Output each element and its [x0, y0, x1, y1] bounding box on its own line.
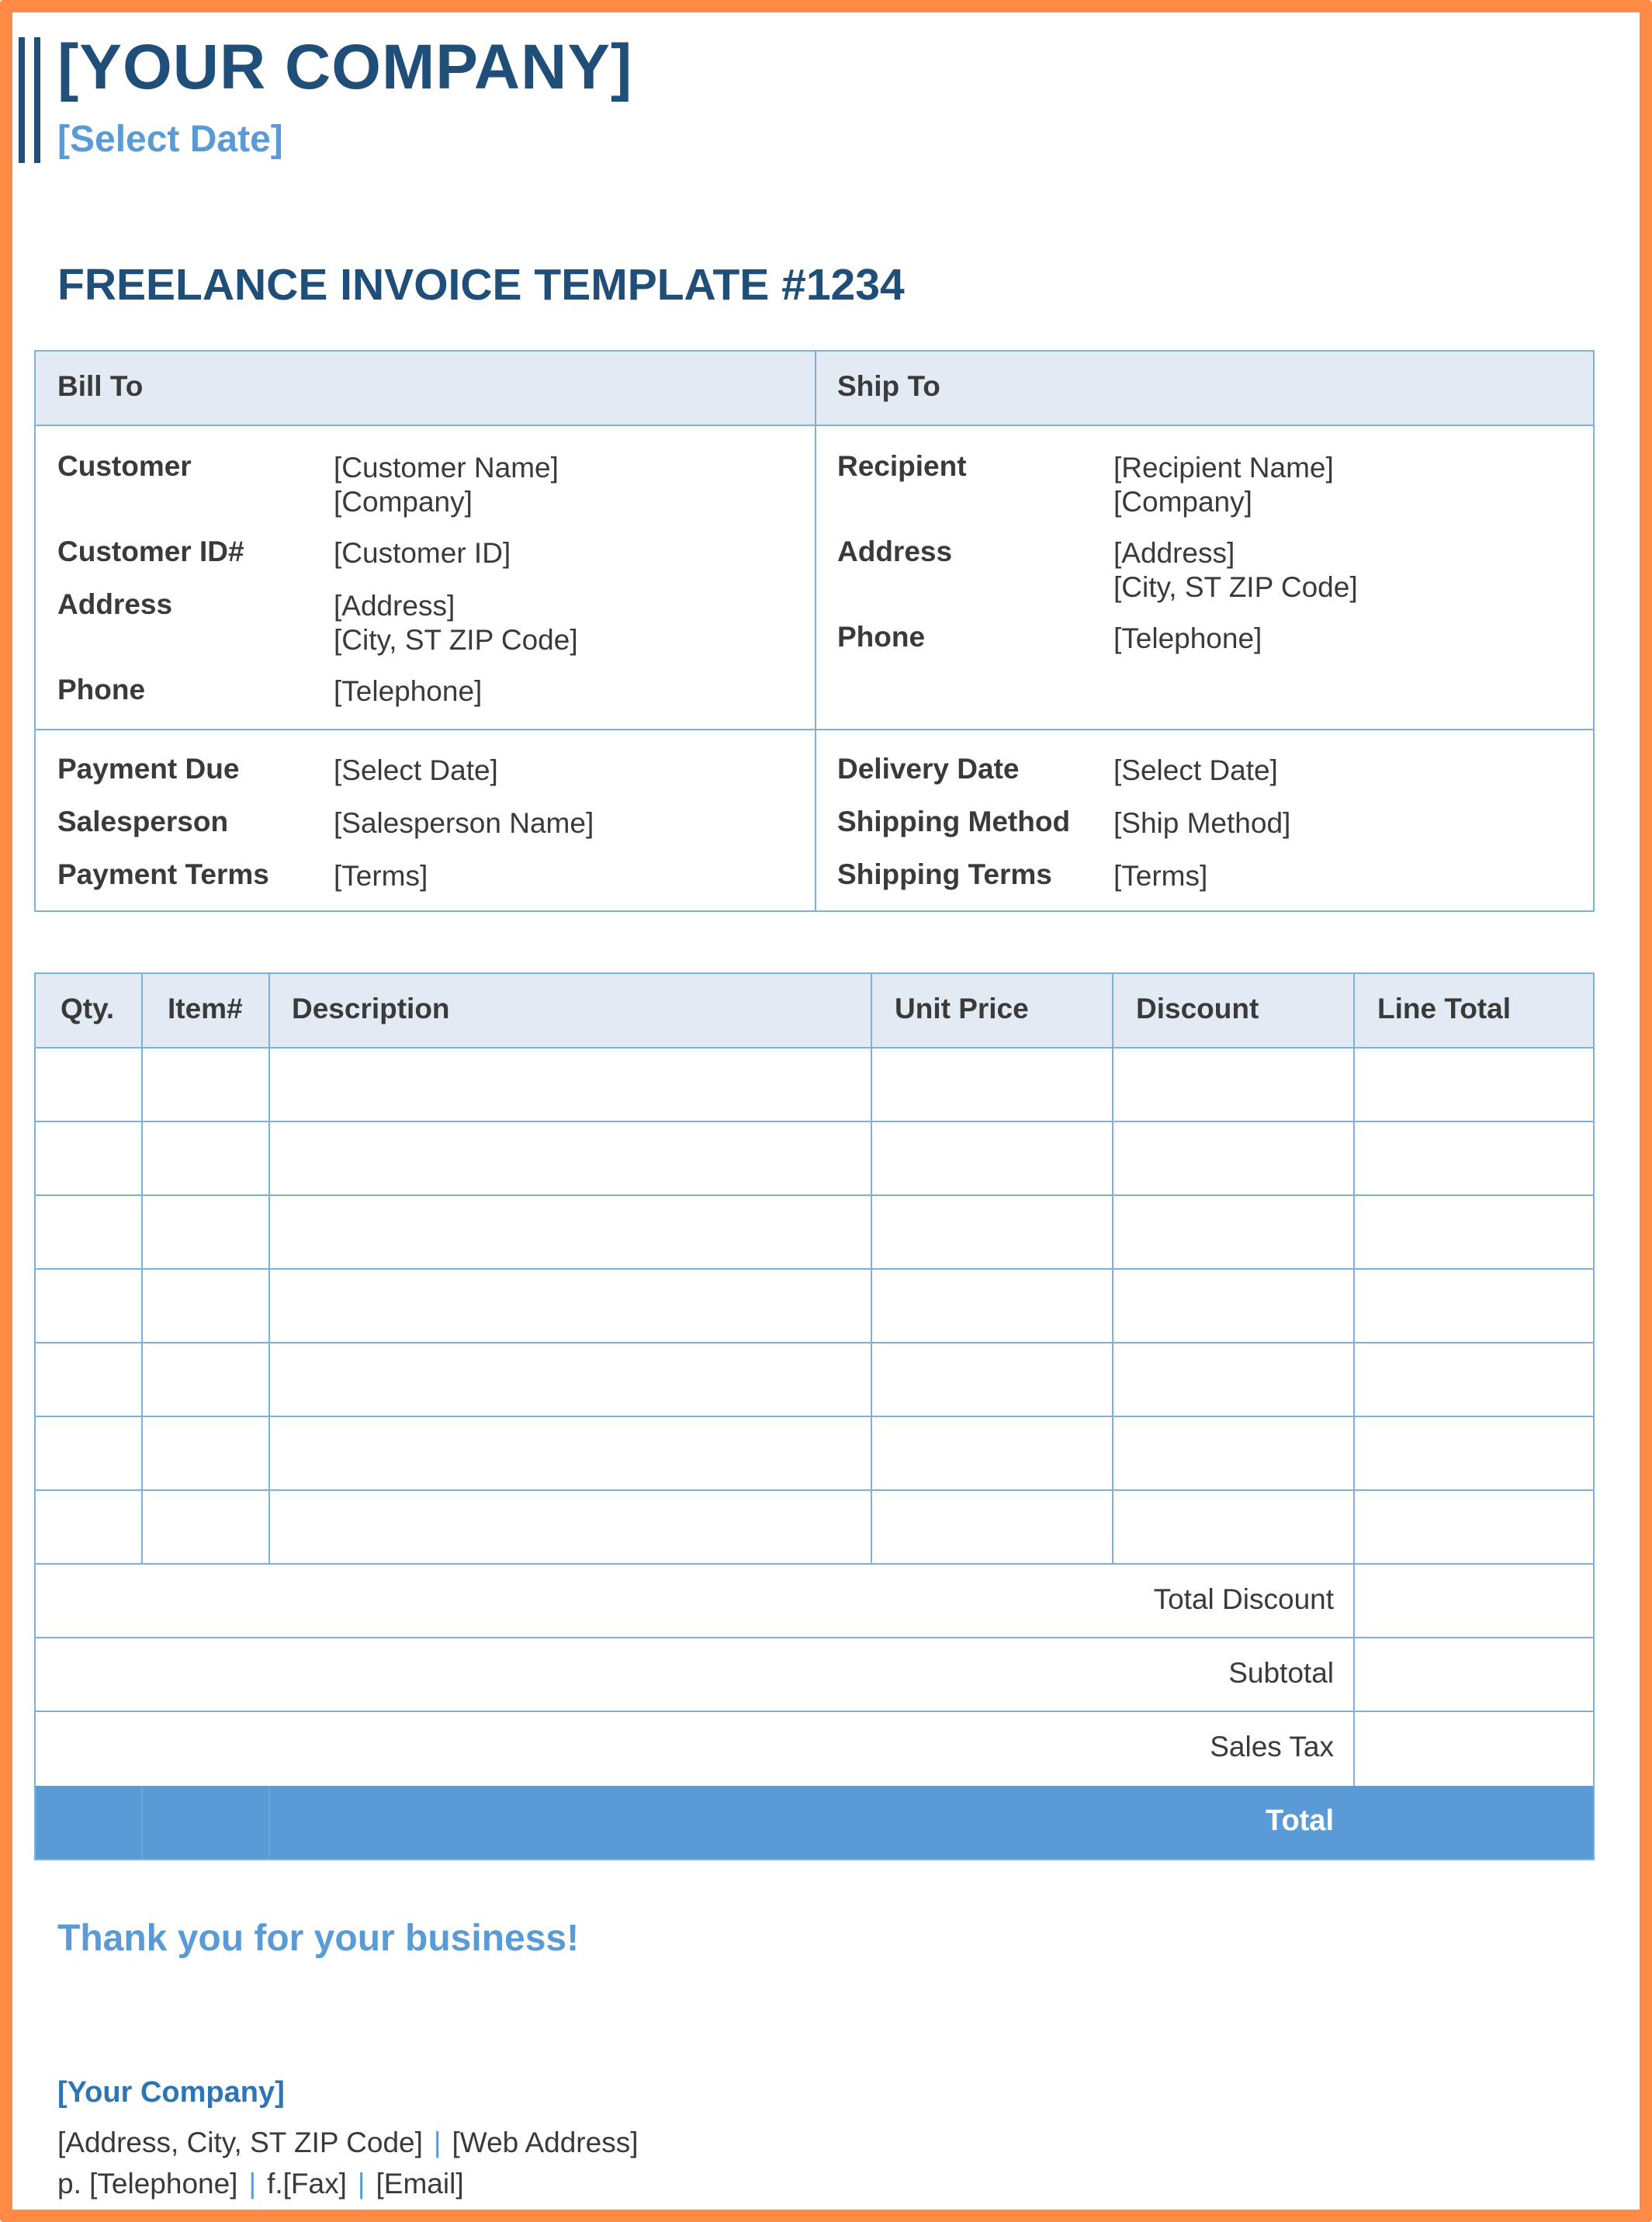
total-discount-value-cell[interactable] [1355, 1565, 1593, 1637]
cell-qty[interactable] [37, 1196, 141, 1268]
cell-discount[interactable] [1113, 1196, 1353, 1268]
delivery-date-field[interactable]: [Select Date] [1113, 754, 1278, 786]
cell-line-total[interactable] [1355, 1343, 1593, 1416]
footer-separator: | [248, 2168, 257, 2199]
address-info-table [34, 350, 1595, 912]
cell-description[interactable] [270, 1049, 871, 1121]
total-label: Total [1266, 1804, 1334, 1837]
cell-item-number[interactable] [143, 1270, 268, 1342]
column-header-item-number: Item# [168, 993, 243, 1024]
footer-address-line [57, 2127, 638, 2159]
cell-item-number[interactable] [143, 1196, 268, 1268]
payment-due-label: Payment Due [57, 753, 240, 785]
cell-line-total[interactable] [1355, 1491, 1593, 1563]
cell-qty[interactable] [37, 1270, 141, 1342]
cell-unit-price[interactable] [872, 1196, 1112, 1268]
cell-qty[interactable] [37, 1049, 141, 1121]
bill-address-line1-field[interactable]: [Address] [334, 590, 455, 622]
accent-bar-left [19, 37, 25, 163]
footer-address[interactable]: [Address, City, ST ZIP Code] [57, 2127, 423, 2158]
sales-tax-value-cell[interactable] [1355, 1712, 1593, 1784]
customer-id-label: Customer ID# [57, 536, 244, 567]
shipping-method-label: Shipping Method [837, 806, 1071, 837]
invoice-title: FREELANCE INVOICE TEMPLATE #1234 [57, 260, 905, 310]
subtotal-label: Subtotal [1228, 1657, 1334, 1689]
cell-discount[interactable] [1113, 1049, 1353, 1121]
cell-unit-price[interactable] [872, 1270, 1112, 1342]
ship-phone-label: Phone [837, 621, 926, 653]
thank-you-message: Thank you for your business! [57, 1918, 580, 1959]
total-row-divider [268, 1786, 270, 1859]
footer-telephone[interactable]: p. [Telephone] [57, 2168, 238, 2199]
salesperson-label: Salesperson [57, 806, 229, 837]
cell-line-total[interactable] [1355, 1122, 1593, 1194]
footer-web-address[interactable]: [Web Address] [452, 2127, 639, 2158]
footer-email[interactable]: [Email] [376, 2168, 464, 2199]
cell-description[interactable] [270, 1491, 871, 1563]
cell-discount[interactable] [1113, 1417, 1353, 1489]
cell-qty[interactable] [37, 1122, 141, 1194]
customer-id-field[interactable]: [Customer ID] [334, 537, 511, 569]
total-value-cell[interactable] [1355, 1786, 1593, 1859]
subtotal-value-cell[interactable] [1355, 1638, 1593, 1711]
cell-qty[interactable] [37, 1343, 141, 1416]
cell-description[interactable] [270, 1196, 871, 1268]
customer-name-field[interactable]: [Customer Name] [334, 452, 559, 484]
cell-description[interactable] [270, 1343, 871, 1416]
cell-qty[interactable] [37, 1417, 141, 1489]
total-row [36, 1786, 1593, 1859]
bill-phone-label: Phone [57, 674, 146, 705]
payment-terms-field[interactable]: [Terms] [334, 860, 428, 892]
shipping-terms-field[interactable]: [Terms] [1113, 860, 1208, 892]
column-header-line-total: Line Total [1377, 993, 1511, 1024]
bill-to-heading: Bill To [57, 370, 144, 402]
column-header-discount: Discount [1136, 993, 1259, 1024]
cell-unit-price[interactable] [872, 1343, 1112, 1416]
ship-address-label: Address [837, 536, 953, 567]
bill-address-label: Address [57, 588, 173, 620]
cell-description[interactable] [270, 1417, 871, 1489]
company-name[interactable]: [YOUR COMPANY] [57, 32, 633, 102]
cell-unit-price[interactable] [872, 1122, 1112, 1194]
cell-qty[interactable] [37, 1491, 141, 1563]
ship-to-heading: Ship To [837, 370, 940, 402]
column-header-qty: Qty. [61, 993, 115, 1024]
footer-separator: | [357, 2168, 365, 2199]
cell-item-number[interactable] [143, 1417, 268, 1489]
cell-unit-price[interactable] [872, 1417, 1112, 1489]
customer-company-field[interactable]: [Company] [334, 486, 473, 518]
cell-description[interactable] [270, 1122, 871, 1194]
cell-item-number[interactable] [143, 1122, 268, 1194]
payment-due-field[interactable]: [Select Date] [334, 754, 498, 786]
footer-separator: | [433, 2127, 442, 2158]
shipping-method-field[interactable]: [Ship Method] [1113, 807, 1291, 839]
total-row-divider [141, 1786, 143, 1859]
cell-discount[interactable] [1113, 1270, 1353, 1342]
recipient-company-field[interactable]: [Company] [1113, 486, 1252, 518]
line-items-table [34, 972, 1595, 1860]
cell-line-total[interactable] [1355, 1049, 1593, 1121]
customer-label: Customer [57, 450, 192, 482]
address-info-divider-horizontal [36, 729, 1593, 730]
cell-line-total[interactable] [1355, 1196, 1593, 1268]
shipping-terms-label: Shipping Terms [837, 858, 1052, 890]
cell-unit-price[interactable] [872, 1049, 1112, 1121]
header-date[interactable]: [Select Date] [57, 119, 283, 160]
address-info-divider-vertical [815, 352, 816, 910]
column-header-description: Description [292, 993, 450, 1024]
cell-discount[interactable] [1113, 1343, 1353, 1416]
cell-item-number[interactable] [143, 1049, 268, 1121]
accent-bar-right [34, 37, 40, 163]
salesperson-field[interactable]: [Salesperson Name] [334, 807, 594, 839]
sales-tax-label: Sales Tax [1210, 1731, 1334, 1763]
recipient-name-field[interactable]: [Recipient Name] [1113, 452, 1334, 484]
ship-address-line2-field[interactable]: [City, ST ZIP Code] [1113, 571, 1358, 603]
cell-line-total[interactable] [1355, 1270, 1593, 1342]
recipient-label: Recipient [837, 450, 967, 482]
cell-discount[interactable] [1113, 1491, 1353, 1563]
cell-line-total[interactable] [1355, 1417, 1593, 1489]
ship-address-line1-field[interactable]: [Address] [1113, 537, 1235, 569]
cell-discount[interactable] [1113, 1122, 1353, 1194]
payment-terms-label: Payment Terms [57, 858, 269, 890]
ship-phone-field[interactable]: [Telephone] [1113, 622, 1262, 654]
delivery-date-label: Delivery Date [837, 753, 1020, 785]
footer-fax[interactable]: f.[Fax] [267, 2168, 347, 2199]
total-discount-label: Total Discount [1153, 1583, 1334, 1615]
cell-description[interactable] [270, 1270, 871, 1342]
bill-address-line2-field[interactable]: [City, ST ZIP Code] [334, 624, 578, 656]
cell-unit-price[interactable] [872, 1491, 1112, 1563]
cell-item-number[interactable] [143, 1343, 268, 1416]
bill-phone-field[interactable]: [Telephone] [334, 675, 483, 707]
footer-company[interactable]: [Your Company] [57, 2076, 285, 2109]
cell-item-number[interactable] [143, 1491, 268, 1563]
column-header-unit-price: Unit Price [895, 993, 1029, 1024]
footer-contact-line [57, 2168, 464, 2200]
